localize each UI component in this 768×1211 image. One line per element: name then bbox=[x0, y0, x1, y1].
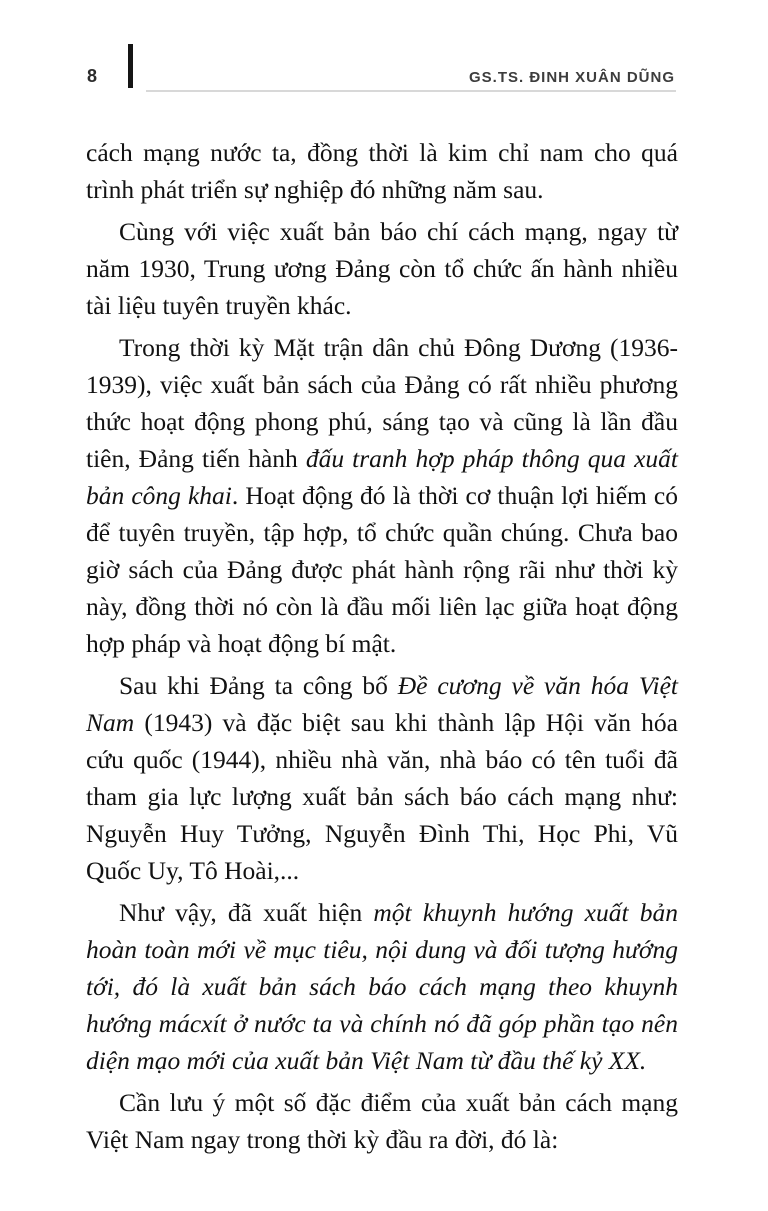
paragraph bbox=[86, 894, 678, 1079]
text-run: . Hoạt động đó là thời cơ thuận lợi hiếm có để tuyên truyền, tập hợp, tổ chức quần chúng. Chưa bao giờ sách của Đảng được phát hành rộng rãi như thời kỳ này, đồng thời nó còn là đầu mối liên lạc giữa hoạt động hợp pháp và hoạt động bí mật. bbox=[86, 481, 678, 658]
text-run: Cùng với việc xuất bản báo chí cách mạng, ngay từ năm 1930, Trung ương Đảng còn tổ chức ấn hành nhiều tài liệu tuyên truyền khác. bbox=[86, 217, 678, 320]
page-header bbox=[0, 0, 768, 100]
paragraph bbox=[86, 667, 678, 889]
page-body bbox=[86, 134, 678, 1163]
paragraph bbox=[86, 134, 678, 208]
text-run: (1943) và đặc biệt sau khi thành lập Hội văn hóa cứu quốc (1944), nhiều nhà văn, nhà báo có tên tuổi đã tham gia lực lượng xuất bản sách báo cách mạng như: Nguyễn Huy Tưởng, Nguyễn Đình Thi, Học Phi, Vũ Quốc Uy, Tô Hoài,... bbox=[86, 708, 678, 885]
header-vertical-bar bbox=[128, 44, 133, 88]
italic-text-run: đấu tranh hợp pháp thông qua xuất bản công khai bbox=[86, 444, 679, 510]
text-run: Trong thời kỳ Mặt trận dân chủ Đông Dương (1936-1939), việc xuất bản sách của Đảng có rất nhiều phương thức hoạt động phong phú, sáng tạo và cũng là lần đầu tiên, Đảng tiến hành bbox=[86, 333, 678, 473]
paragraph bbox=[86, 1084, 678, 1158]
header-rule bbox=[146, 90, 676, 92]
paragraph bbox=[86, 213, 678, 324]
text-run: Cần lưu ý một số đặc điểm của xuất bản cách mạng Việt Nam ngay trong thời kỳ đầu ra đời, đó là: bbox=[86, 1088, 678, 1154]
italic-text-run: một khuynh hướng xuất bản hoàn toàn mới về mục tiêu, nội dung và đối tượng hướng tới, đó là xuất bản sách báo cách mạng theo khuynh hướng mácxít ở nước ta và chính nó đã góp phần tạo nên diện mạo mới của xuất bản Việt Nam từ đầu thế kỷ XX. bbox=[86, 898, 678, 1075]
text-run: Sau khi Đảng ta công bố bbox=[119, 671, 398, 700]
page-number: 8 bbox=[87, 66, 98, 86]
italic-text-run: Đề cương về văn hóa Việt Nam bbox=[86, 671, 678, 737]
text-run: Như vậy, đã xuất hiện bbox=[119, 898, 374, 927]
running-header-author: GS.TS. ĐINH XUÂN DŨNG bbox=[468, 69, 675, 86]
paragraph bbox=[86, 329, 678, 662]
text-run: cách mạng nước ta, đồng thời là kim chỉ nam cho quá trình phát triển sự nghiệp đó những năm sau. bbox=[86, 138, 678, 204]
